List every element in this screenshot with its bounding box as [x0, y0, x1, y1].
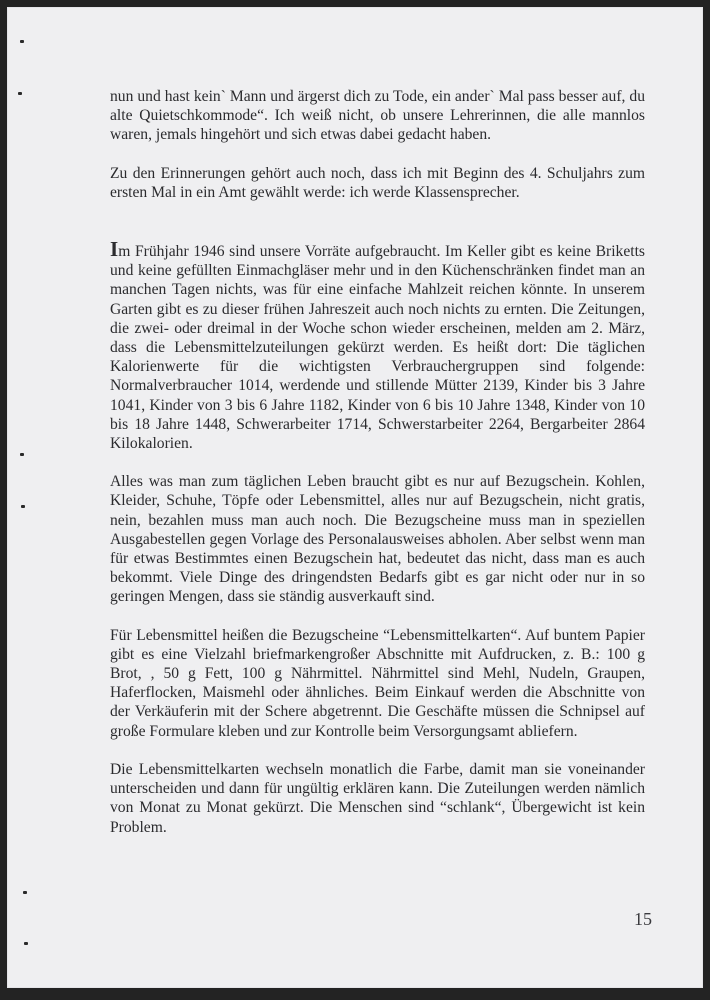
margin-mark	[23, 891, 27, 894]
paragraph: Alles was man zum täglichen Leben braucht gibt es nur auf Bezugschein. Kohlen, Kleider, Schuhe, Töpfe oder Lebensmittel, alles nur auf Bezugschein, nicht gratis, nein, bezahlen muss man auch noch. Die Bezugscheine muss man in speziellen Ausgabestellen gegen Vorlage des Personalausweises abholen. Aber selbst wenn man für etwas Bestimmtes einen Bezugschein hat, bedeutet das nicht, dass man es auch bekommt. Viele Dinge des dringendsten Bedarfs gibt es gar nicht oder nur in so geringen Mengen, dass sie ständig ausverkauft sind.	[110, 473, 645, 606]
margin-mark	[18, 92, 22, 95]
paragraph: Die Lebensmittelkarten wechseln monatlich die Farbe, damit man sie voneinander unterscheiden und dann für ungültig erklären kann. Die Zuteilungen werden nämlich von Monat zu Monat gekürzt. Die Menschen sind “schlank“, Übergewicht ist kein Problem.	[110, 760, 645, 836]
paragraph: Für Lebensmittel heißen die Bezugscheine “Lebensmittelkarten“. Auf buntem Papier gibt es eine Vielzahl briefmarkengroßer Abschnitte mit Aufdrucken, z. B.: 100 g Brot, , 50 g Fett, 100 g Nährmittel. Nährmittel sind Mehl, Nudeln, Graupen, Haferflocken, Maismehl oder ähnliches. Beim Einkauf werden die Abschnitte von der Verkäuferin mit der Schere abgetrennt. Die Geschäfte müssen die Schnipsel auf große Formulare kleben und zur Kontrolle beim Versorgungsamt abliefern.	[110, 626, 645, 740]
page-number: 15	[634, 909, 652, 929]
paragraph-text: m Frühjahr 1946 sind unsere Vorräte aufgebraucht. Im Keller gibt es keine Briketts und keine gefüllten Einmachgläser mehr und in den Küchenschränken findet man an manchen Tagen nichts, was für eine einfache Mahlzeit reichen könnte. In unserem Garten gibt es zu dieser frühen Jahreszeit auch noch nichts zu ernten. Die Zeitungen, die zwei- oder dreimal in der Woche schon wieder erscheinen, melden am 2. März, dass die Lebensmittelzuteilungen gekürzt werden. Es heißt dort: Die täglichen Kalorienwerte für die wichtigsten Verbrauchergruppen sind folgende: Normalverbraucher 1014, werdende und stillende Mütter 2139, Kinder bis 3 Jahre 1041, Kinder von 3 bis 6 Jahre 1182, Kinder von 6 bis 10 Jahre 1348, Kinder von 10 bis 18 Jahre 1448, Schwerarbeiter 1714, Schwerstarbeiter 2264, Bergarbeiter 2864 Kilokalorien.	[110, 243, 645, 453]
margin-mark	[20, 40, 24, 43]
paragraph: nun und hast kein` Mann und ärgerst dich zu Tode, ein ander` Mal pass besser auf, du alte Quietschkommode“. Ich weiß nicht, ob unsere Lehrerinnen, die alle mannlos waren, jemals hingehört und sich etwas dabei gedacht haben.	[110, 88, 645, 144]
margin-mark	[20, 453, 24, 456]
document-body	[110, 87, 645, 837]
margin-mark	[24, 942, 28, 945]
margin-mark	[21, 505, 25, 508]
paragraph-with-dropcap	[110, 237, 645, 453]
paragraph: Zu den Erinnerungen gehört auch noch, dass ich mit Beginn des 4. Schuljahrs zum ersten Mal in ein Amt gewählt werde: ich werde Klassensprecher.	[110, 164, 645, 201]
dropcap-letter: I	[110, 237, 119, 262]
